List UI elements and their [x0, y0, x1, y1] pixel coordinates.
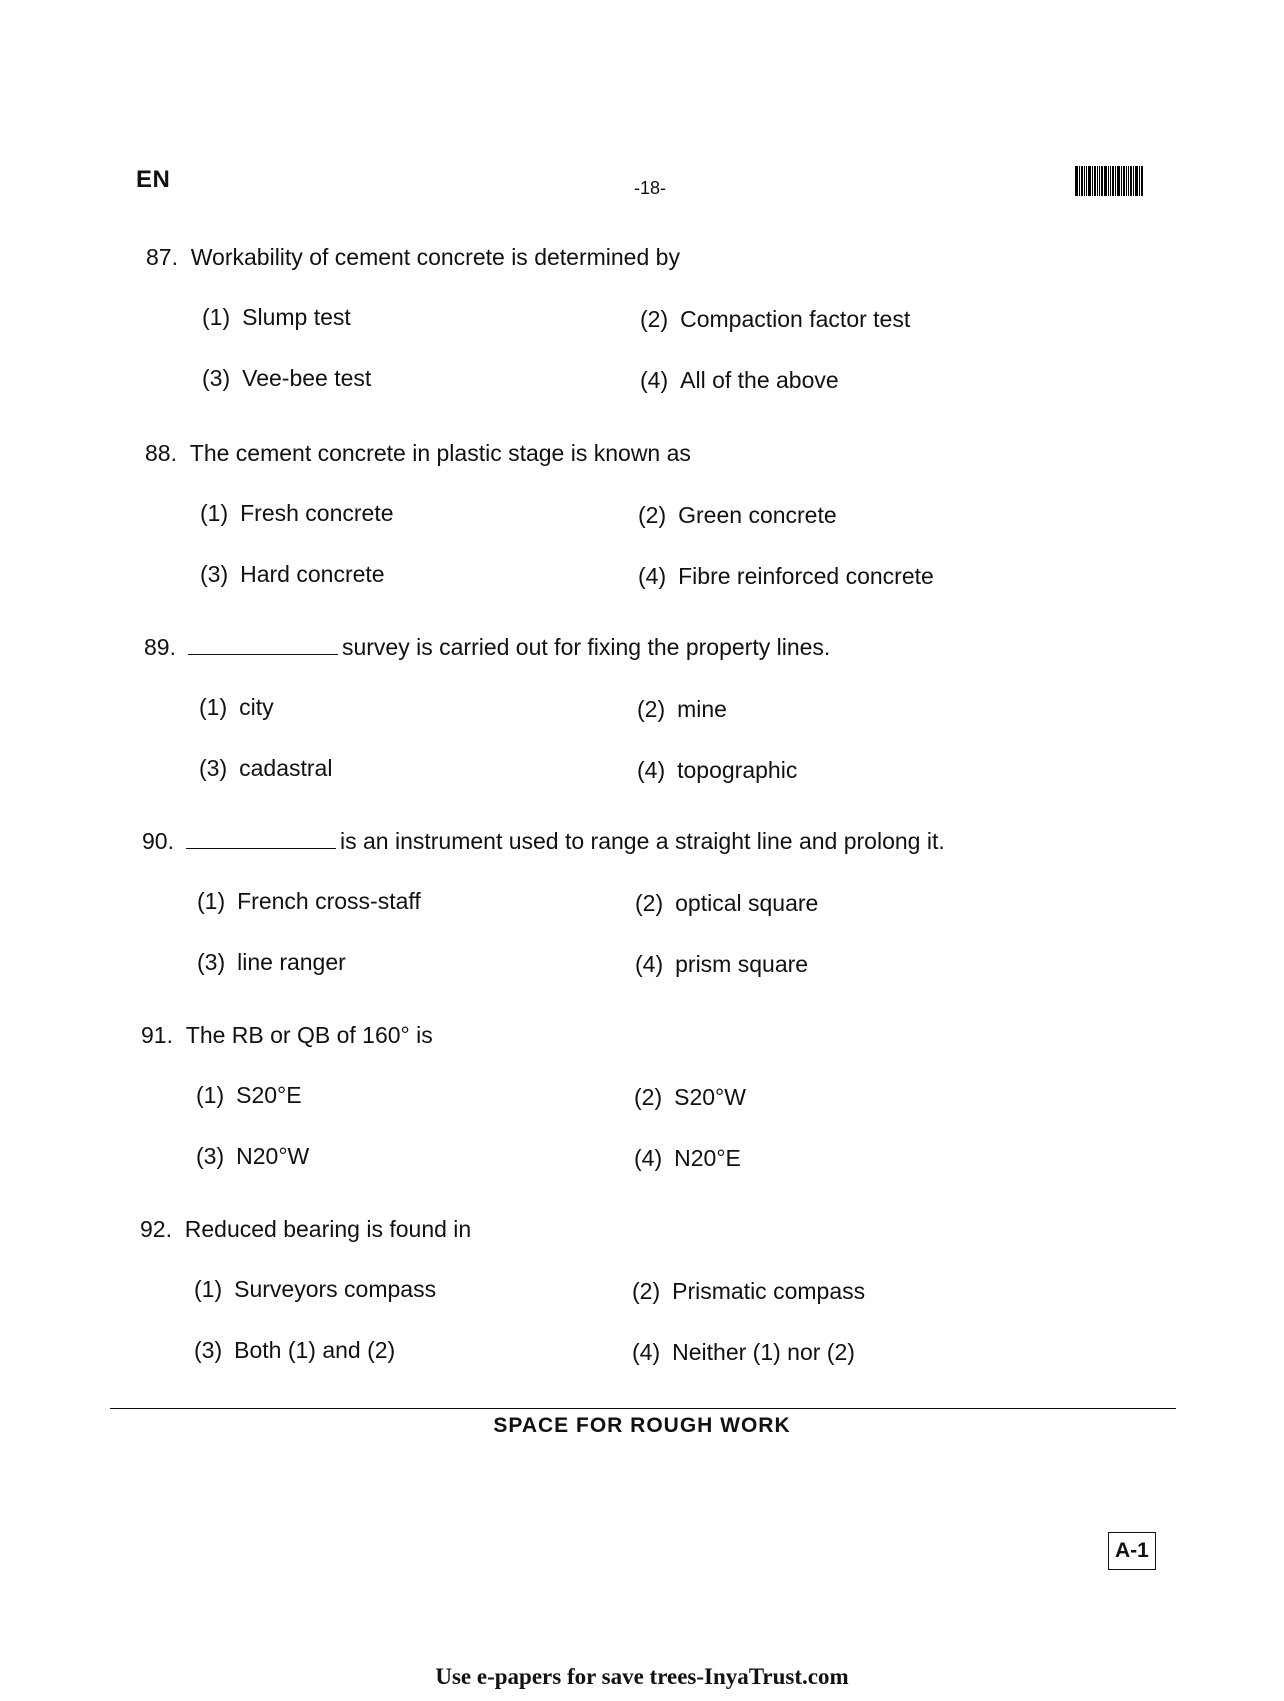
question-text: Workability of cement concrete is determined by: [190, 244, 680, 270]
option-text: Both (1) and (2): [234, 1337, 396, 1363]
option-text: optical square: [675, 890, 819, 916]
option-number: (3): [202, 365, 231, 391]
question-text: The RB or QB of 160° is: [185, 1022, 433, 1048]
question-number: 88.: [145, 440, 177, 466]
option-text: Fresh concrete: [240, 500, 394, 526]
option-number: (1): [197, 888, 226, 914]
option-3: [199, 755, 332, 782]
option-text: S20°W: [674, 1084, 746, 1110]
option-number: (2): [635, 890, 664, 916]
option-3: [197, 949, 346, 976]
option-text: S20°E: [236, 1082, 302, 1108]
option-text: Prismatic compass: [672, 1278, 866, 1304]
option-number: (3): [197, 949, 226, 975]
option-number: (1): [202, 304, 231, 330]
option-3: [194, 1337, 395, 1364]
option-text: Hard concrete: [240, 561, 385, 587]
option-number: (3): [194, 1337, 223, 1363]
option-text: French cross-staff: [237, 888, 421, 914]
option-number: (3): [200, 561, 229, 587]
option-text: Fibre reinforced concrete: [678, 563, 934, 589]
question-number: 91.: [141, 1022, 173, 1048]
option-3: [200, 561, 385, 588]
option-text: All of the above: [680, 367, 839, 393]
option-number: (4): [640, 367, 669, 393]
option-number: (3): [199, 755, 228, 781]
question-number: 92.: [140, 1216, 172, 1242]
option-2: [638, 502, 837, 529]
question-90: [142, 828, 945, 855]
option-text: Vee-bee test: [242, 365, 372, 391]
question-number: 87.: [146, 244, 178, 270]
option-number: (4): [635, 951, 664, 977]
option-number: (4): [638, 563, 667, 589]
booklet-code: A-1: [1108, 1532, 1156, 1570]
option-1: [196, 1082, 302, 1109]
option-number: (1): [199, 694, 228, 720]
option-text: Surveyors compass: [234, 1276, 437, 1302]
option-2: [634, 1084, 746, 1111]
option-1: [202, 304, 351, 331]
option-number: (2): [640, 306, 669, 332]
option-text: topographic: [677, 757, 798, 783]
option-4: [640, 367, 839, 394]
question-text: Reduced bearing is found in: [184, 1216, 472, 1242]
option-2: [640, 306, 910, 333]
option-number: (3): [196, 1143, 225, 1169]
question-number: 90.: [142, 828, 174, 854]
option-1: [194, 1276, 436, 1303]
option-number: (4): [632, 1339, 661, 1365]
option-text: Green concrete: [678, 502, 837, 528]
option-3: [196, 1143, 309, 1170]
language-code: EN: [136, 166, 171, 193]
option-4: [638, 563, 934, 590]
option-3: [202, 365, 371, 392]
option-number: (2): [637, 696, 666, 722]
option-text: N20°E: [674, 1145, 741, 1171]
question-text: The cement concrete in plastic stage is known as: [189, 440, 691, 466]
option-4: [635, 951, 808, 978]
question-89: [144, 634, 830, 661]
option-text: Compaction factor test: [680, 306, 911, 332]
barcode-icon: [1075, 166, 1171, 196]
option-2: [637, 696, 727, 723]
option-number: (2): [632, 1278, 661, 1304]
option-1: [197, 888, 421, 915]
answer-blank: [188, 636, 338, 655]
option-text: Neither (1) nor (2): [672, 1339, 855, 1365]
option-text: line ranger: [237, 949, 346, 975]
question-88: [145, 440, 691, 467]
page-number: -18-: [634, 178, 667, 198]
option-number: (4): [634, 1145, 663, 1171]
option-number: (2): [638, 502, 667, 528]
question-number: 89.: [144, 634, 176, 660]
rough-work-label: SPACE FOR ROUGH WORK: [493, 1414, 791, 1437]
option-number: (4): [637, 757, 666, 783]
question-92: [140, 1216, 471, 1243]
option-text: prism square: [675, 951, 809, 977]
option-2: [632, 1278, 865, 1305]
option-number: (1): [196, 1082, 225, 1108]
option-1: [200, 500, 394, 527]
footer-text: Use e-papers for save trees-InyaTrust.com: [435, 1664, 849, 1689]
option-number: (2): [634, 1084, 663, 1110]
option-4: [637, 757, 797, 784]
option-number: (1): [200, 500, 229, 526]
question-87: [146, 244, 680, 271]
option-4: [634, 1145, 741, 1172]
question-text: survey is carried out for fixing the property lines.: [341, 634, 831, 660]
option-text: Slump test: [242, 304, 351, 330]
answer-blank: [186, 830, 336, 849]
question-91: [141, 1022, 433, 1049]
divider: [110, 1408, 1176, 1409]
option-2: [635, 890, 818, 917]
option-4: [632, 1339, 855, 1366]
option-text: cadastral: [239, 755, 333, 781]
option-1: [199, 694, 274, 721]
option-text: N20°W: [236, 1143, 310, 1169]
option-text: city: [239, 694, 274, 720]
question-text: is an instrument used to range a straight line and prolong it.: [339, 828, 945, 854]
option-text: mine: [677, 696, 727, 722]
option-number: (1): [194, 1276, 223, 1302]
